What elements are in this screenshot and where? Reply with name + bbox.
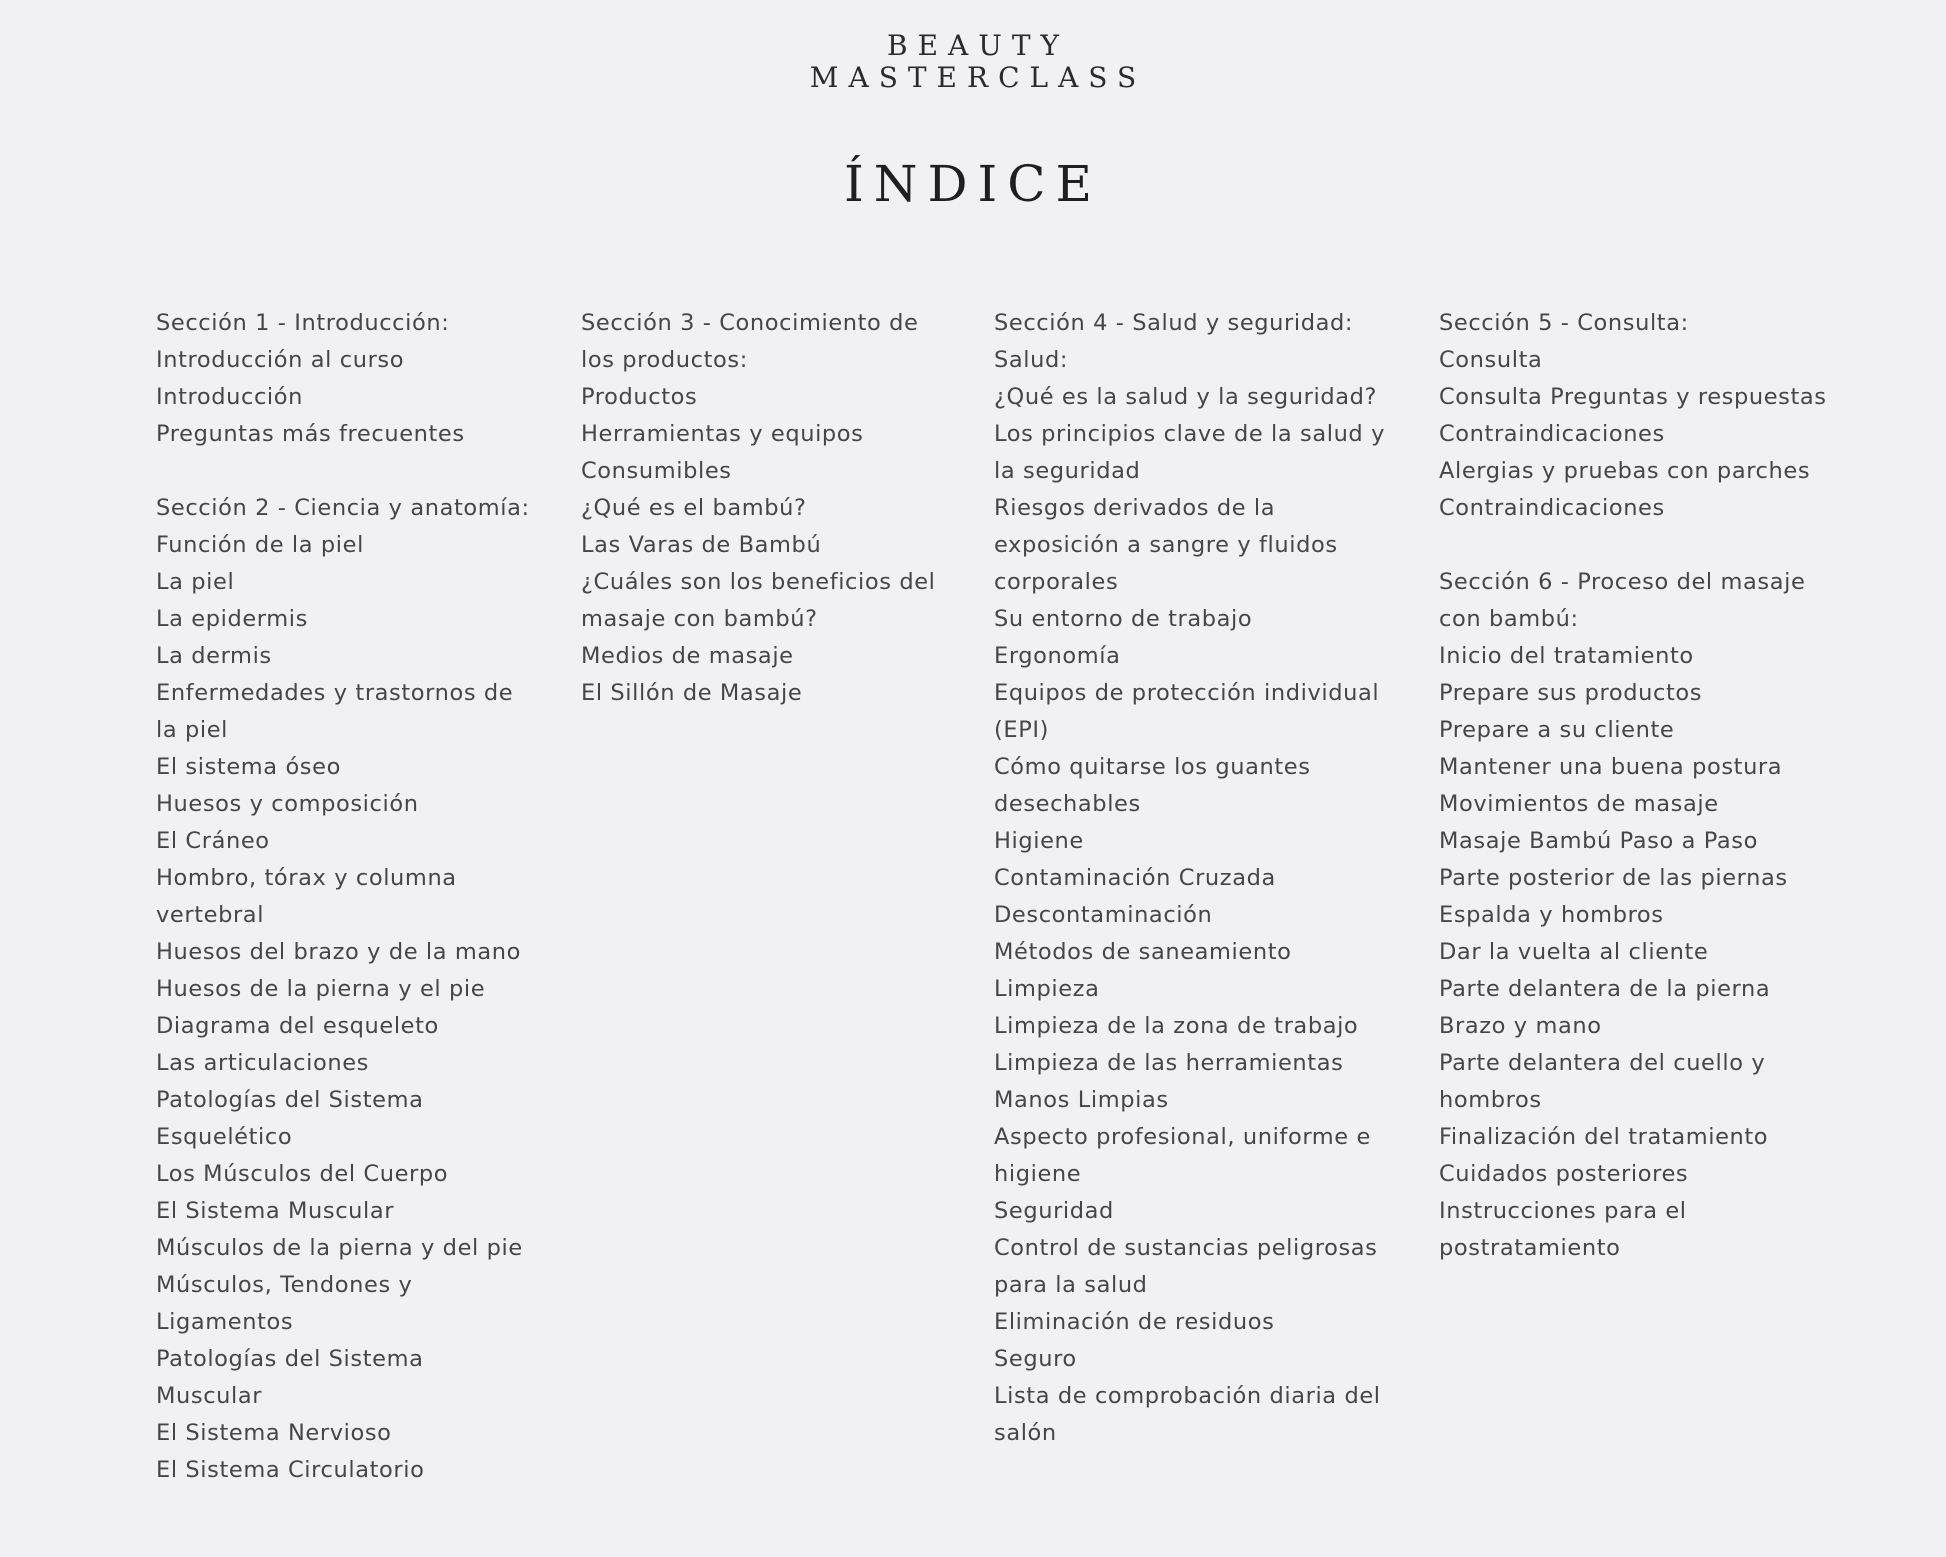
index-entry: Función de la piel xyxy=(156,532,364,558)
index-entry: Limpieza xyxy=(994,976,1100,1002)
index-entry: Salud: xyxy=(994,347,1069,373)
index-entry: Prepare a su cliente xyxy=(1439,717,1675,743)
index-entry: Control de sustancias peligrosas para la salud xyxy=(994,1235,1378,1298)
index-entry: Contraindicaciones xyxy=(1439,421,1665,447)
index-entry: El Cráneo xyxy=(156,828,270,854)
index-entry: Higiene xyxy=(994,828,1084,854)
index-entry: Contraindicaciones xyxy=(1439,495,1665,521)
index-entry: Hombro, tórax y columna vertebral xyxy=(156,865,457,928)
section-entries xyxy=(1439,638,1839,1267)
index-entry: Diagrama del esqueleto xyxy=(156,1013,439,1039)
index-section xyxy=(1439,564,1839,1267)
index-entry: Limpieza de las herramientas xyxy=(994,1050,1344,1076)
index-entry: Eliminación de residuos xyxy=(994,1309,1275,1335)
index-entry: Músculos, Tendones y Ligamentos xyxy=(156,1272,413,1335)
index-entry: Parte delantera del cuello y hombros xyxy=(1439,1050,1766,1113)
index-entry: Parte delantera de la pierna xyxy=(1439,976,1771,1002)
index-entry: Consulta Preguntas y respuestas xyxy=(1439,384,1827,410)
index-entry: Riesgos derivados de la exposición a sangre y fluidos corporales xyxy=(994,495,1338,595)
index-entry: Huesos de la pierna y el pie xyxy=(156,976,486,1002)
index-entry: Métodos de saneamiento xyxy=(994,939,1292,965)
section-entries xyxy=(994,342,1399,1452)
index-entry: Las articulaciones xyxy=(156,1050,369,1076)
index-entry: Las Varas de Bambú xyxy=(581,532,822,558)
index-entry: Dar la vuelta al cliente xyxy=(1439,939,1709,965)
index-entry: Consulta xyxy=(1439,347,1543,373)
index-entry: Finalización del tratamiento xyxy=(1439,1124,1769,1150)
section-entries xyxy=(581,379,951,712)
index-entry: Instrucciones para el postratamiento xyxy=(1439,1198,1687,1261)
index-column-2 xyxy=(581,305,951,749)
index-entry: El Sistema Muscular xyxy=(156,1198,395,1224)
index-entry: Medios de masaje xyxy=(581,643,794,669)
index-entry: Introducción xyxy=(156,384,304,410)
index-entry: Huesos del brazo y de la mano xyxy=(156,939,522,965)
index-section xyxy=(994,305,1399,1452)
index-entry: Seguridad xyxy=(994,1198,1114,1224)
section-title: Sección 4 - Salud y seguridad: xyxy=(994,310,1354,336)
index-entry: Huesos y composición xyxy=(156,791,419,817)
index-entry: ¿Qué es la salud y la seguridad? xyxy=(994,384,1378,410)
index-entry: Parte posterior de las piernas xyxy=(1439,865,1788,891)
brand-line-1: BEAUTY xyxy=(887,29,1069,62)
index-entry: ¿Cuáles son los beneficios del masaje con bambú? xyxy=(581,569,936,632)
section-entries xyxy=(156,342,536,453)
index-entry: Productos xyxy=(581,384,698,410)
index-entry: Mantener una buena postura xyxy=(1439,754,1783,780)
index-entry: Manos Limpias xyxy=(994,1087,1169,1113)
index-entry: Limpieza de la zona de trabajo xyxy=(994,1013,1359,1039)
index-entry: ¿Qué es el bambú? xyxy=(581,495,807,521)
index-entry: El Sistema Nervioso xyxy=(156,1420,392,1446)
index-entry: La piel xyxy=(156,569,235,595)
index-entry: Descontaminación xyxy=(994,902,1213,928)
index-entry: Movimientos de masaje xyxy=(1439,791,1719,817)
index-entry: Cómo quitarse los guantes desechables xyxy=(994,754,1311,817)
index-section xyxy=(1439,305,1839,527)
index-entry: Herramientas y equipos xyxy=(581,421,864,447)
index-entry: El Sillón de Masaje xyxy=(581,680,803,706)
index-entry: Ergonomía xyxy=(994,643,1121,669)
index-entry: Introducción al curso xyxy=(156,347,405,373)
section-entries xyxy=(1439,342,1839,527)
section-title: Sección 3 - Conocimiento de los productos: xyxy=(581,310,919,373)
index-column-1 xyxy=(156,305,536,1526)
index-entry: Seguro xyxy=(994,1346,1077,1372)
index-entry: Su entorno de trabajo xyxy=(994,606,1253,632)
section-title: Sección 5 - Consulta: xyxy=(1439,310,1689,336)
index-entry: Los principios clave de la salud y la seguridad xyxy=(994,421,1385,484)
index-entry: El Sistema Circulatorio xyxy=(156,1457,425,1483)
index-entry: Equipos de protección individual (EPI) xyxy=(994,680,1380,743)
index-entry: Cuidados posteriores xyxy=(1439,1161,1689,1187)
index-entry: Brazo y mano xyxy=(1439,1013,1602,1039)
index-entry: Músculos de la pierna y del pie xyxy=(156,1235,523,1261)
index-entry: La dermis xyxy=(156,643,272,669)
index-entry: Preguntas más frecuentes xyxy=(156,421,465,447)
brand-logo xyxy=(0,30,1946,94)
index-entry: Alergias y pruebas con parches xyxy=(1439,458,1811,484)
index-entry: Inicio del tratamiento xyxy=(1439,643,1694,669)
index-entry: Espalda y hombros xyxy=(1439,902,1664,928)
index-entry: Los Músculos del Cuerpo xyxy=(156,1161,449,1187)
index-entry: Lista de comprobación diaria del salón xyxy=(994,1383,1381,1446)
index-section xyxy=(156,305,536,453)
section-title: Sección 1 - Introducción: xyxy=(156,310,450,336)
index-entry: Prepare sus productos xyxy=(1439,680,1703,706)
section-entries xyxy=(156,527,536,1489)
index-entry: La epidermis xyxy=(156,606,308,632)
index-entry: Masaje Bambú Paso a Paso xyxy=(1439,828,1758,854)
section-title: Sección 6 - Proceso del masaje con bambú: xyxy=(1439,569,1806,632)
index-section xyxy=(156,490,536,1489)
brand-line-2: MASTERCLASS xyxy=(809,61,1147,94)
section-title: Sección 2 - Ciencia y anatomía: xyxy=(156,495,530,521)
index-entry: Consumibles xyxy=(581,458,732,484)
index-column-4 xyxy=(1439,305,1839,1304)
page-title: ÍNDICE xyxy=(843,155,1103,213)
index-column-3 xyxy=(994,305,1399,1489)
index-entry: Enfermedades y trastornos de la piel xyxy=(156,680,514,743)
index-entry: Contaminación Cruzada xyxy=(994,865,1276,891)
index-entry: Patologías del Sistema Muscular xyxy=(156,1346,424,1409)
index-entry: Patologías del Sistema Esquelético xyxy=(156,1087,424,1150)
index-section xyxy=(581,305,951,712)
index-entry: Aspecto profesional, uniforme e higiene xyxy=(994,1124,1371,1187)
index-entry: El sistema óseo xyxy=(156,754,341,780)
